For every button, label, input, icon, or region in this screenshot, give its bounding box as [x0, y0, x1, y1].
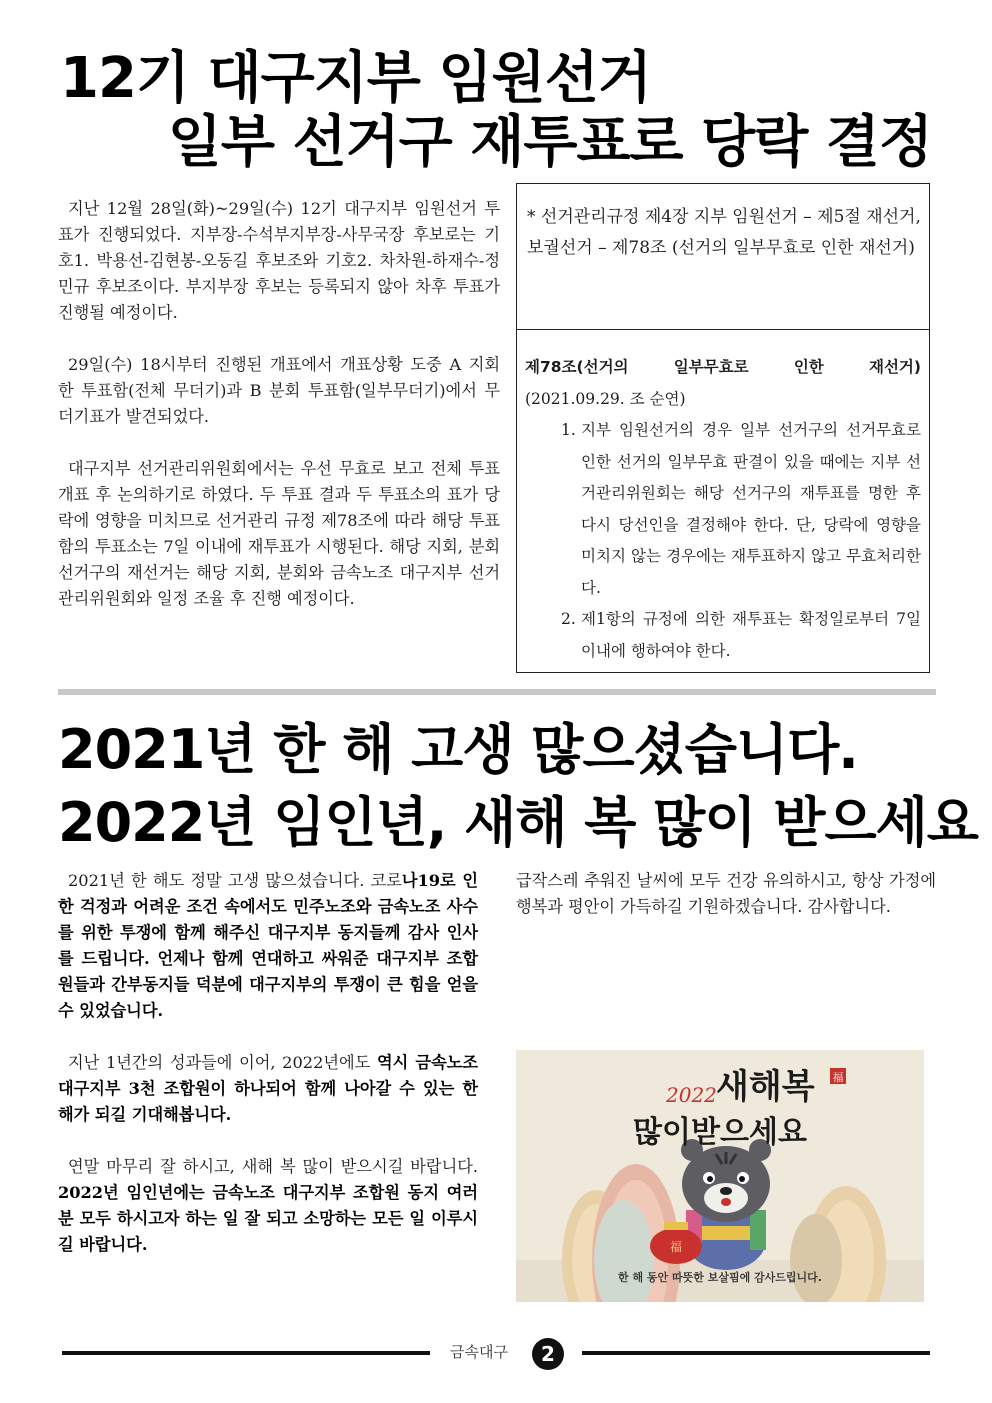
article1-paragraph-text: 29일(수) 18시부터 진행된 개표에서 개표상황 도중 A 지회 한 투표함(전체 무더기)과 B 분회 투표함(일부무더기)에서 무더기표가 발견되었다.: [58, 355, 500, 426]
greeting-paragraph: [58, 1154, 478, 1258]
tiger-sleeve: [750, 1210, 766, 1250]
article1-paragraph: [58, 352, 500, 430]
new-year-card: [516, 1050, 924, 1302]
article1-body: [58, 196, 500, 638]
tiger-hanbok-band: [692, 1226, 760, 1240]
clause-number: 1.: [561, 421, 576, 439]
article1-paragraph: [58, 456, 500, 612]
page-number: 2: [541, 1342, 555, 1366]
article1-paragraph-text: 지난 12월 28일(화)~29일(수) 12기 대구지부 임원선거 투표가 진행되었다. 지부장-수석부지부장-사무국장 후보로는 기호1. 박용선-김현봉-오동길 후보조와 기호2. 차차원-하재수-정민규 후보조이다. 부지부장 후보는 등록되지 않아 차후 투표가 진행될 예정이다.: [58, 199, 500, 322]
greeting-paragraph: [516, 868, 936, 920]
article-title-word: 일부무효로: [673, 358, 749, 376]
clause: [525, 415, 921, 604]
article1-title-line2: 일부 선거구 재투표로 당락 결정: [167, 110, 932, 175]
footer-label: 금속대구: [450, 1343, 508, 1361]
footer-rule-right: [582, 1351, 930, 1355]
greeting-paragraph-text: [58, 1154, 478, 1258]
page-number-badge: [532, 1338, 564, 1370]
greeting-bold-text: 나19로 인한 걱정과 어려운 조건 속에서도 민주노조와 금속노조 사수를 위한 투쟁에 함께 해주신 대구지부 동지들께 감사 인사를 드립니다. 언제나 함께 연대하고 싸워준 대구지부 조합원들과 간부동지들 덕분에 대구지부의 투쟁이 큰 힘을 얻을 수 있었습니다.: [58, 871, 478, 1020]
card-seal-glyph: 福: [832, 1071, 844, 1084]
card-greeting-line1: 새해복: [716, 1067, 815, 1107]
lucky-pouch-glyph: 福: [669, 1240, 683, 1254]
greeting-paragraph: [58, 868, 478, 1024]
article1-paragraph: [58, 196, 500, 326]
new-year-card-art: [516, 1050, 924, 1302]
footer-rule-left: [62, 1351, 430, 1355]
clause-text: 제1항의 규정에 의한 재투표는 확정일로부터 7일 이내에 행하여야 한다.: [581, 610, 921, 660]
greeting-plain-text: 지난 1년간의 성과들에 이어, 2022년에도: [68, 1053, 371, 1072]
article-title-word: 재선거): [868, 358, 921, 376]
greeting-paragraph: [58, 1050, 478, 1128]
article1-paragraph-text: 대구지부 선거관리위원회에서는 우선 무효로 보고 전체 투표 개표 후 논의하기로 하였다. 두 투표 결과 두 투표소의 표가 당락에 영향을 미치므로 선거관리 규정 제78조에 따라 해당 투표함의 투표소는 7일 이내에 재투표가 시행된다. 해당 지회, 분회 선거구의 재선거는 해당 지회, 분회와 금속노조 대구지부 선거관리위원회와 일정 조율 후 진행 예정이다.: [58, 459, 500, 608]
greeting-paragraph-text: [58, 1050, 478, 1128]
card-year: 2022: [666, 1083, 717, 1107]
greeting-bold-text: 2022년 임인년에는 금속노조 대구지부 조합원 동지 여러분 모두 하시고자 하는 일 잘 되고 소망하는 모든 일 이루시길 바랍니다.: [58, 1183, 478, 1254]
clause: [525, 604, 921, 667]
greeting-plain-text: 연말 마무리 잘 하시고, 새해 복 많이 받으시길 바랍니다.: [68, 1157, 478, 1176]
greeting-paragraph-text: [58, 868, 478, 1024]
section-divider: [58, 689, 936, 695]
rule-box-header-text: * 선거관리규정 제4장 지부 임원선거 – 제5절 재선거, 보궐선거 – 제78조 (선거의 일부무효로 인한 재선거): [527, 207, 921, 258]
clause-text: 지부 임원선거의 경우 일부 선거구의 선거무효로 인한 선거의 일부무효 판결이 있을 때에는 지부 선거관리위원회는 해당 선거구의 재투표를 명한 후 다시 당선인을 결정해야 한다. 단, 당락에 영향을 미치지 않는 경우에는 재투표하지 않고 무효처리한다.: [581, 421, 921, 597]
article2-title-line2: 2022년 임인년, 새해 복 많이 받으세요: [58, 791, 978, 854]
article-title-word: 인한: [793, 358, 824, 376]
lucky-pouch-tie: [664, 1222, 688, 1230]
tiger-pupil: [739, 1176, 745, 1182]
article2-left-column: [58, 868, 478, 1258]
hill-shape: [790, 1214, 842, 1302]
card-greeting-line2: 많이받으세요: [633, 1115, 807, 1150]
article2-right-column: [516, 868, 936, 946]
rule-box-header: [517, 184, 929, 330]
amend-date: (2021.09.29. 조 순연): [525, 389, 686, 408]
article-title: [525, 352, 921, 384]
greeting-plain-text: 2021년 한 해도 정말 고생 많으셨습니다. 코로: [68, 871, 402, 890]
rule-box: [516, 183, 930, 673]
rule-box-body: [517, 330, 929, 667]
clause-number: 2.: [561, 610, 576, 628]
tiger-nose: [720, 1187, 732, 1195]
tiger-pupil: [707, 1176, 713, 1182]
greeting-tail-text: 급작스레 추워진 날씨에 모두 건강 유의하시고, 항상 가정에 행복과 평안이 가득하길 기원하겠습니다. 감사합니다.: [516, 871, 936, 916]
tiger-tongue: [721, 1198, 731, 1206]
greeting-bold-text: 역시 금속노조 대구지부 3천 조합원이 하나되어 함께 나아갈 수 있는 한 해가 되길 기대해봅니다.: [58, 1053, 478, 1124]
article2-title-line1: 2021년 한 해 고생 많으셨습니다.: [58, 718, 858, 781]
card-caption: 한 해 동안 따뜻한 보살핌에 감사드립니다.: [618, 1271, 822, 1284]
article1-title-line1: 12기 대구지부 임원선거: [60, 46, 651, 111]
article-title-word: 제78조(선거의: [525, 358, 629, 376]
